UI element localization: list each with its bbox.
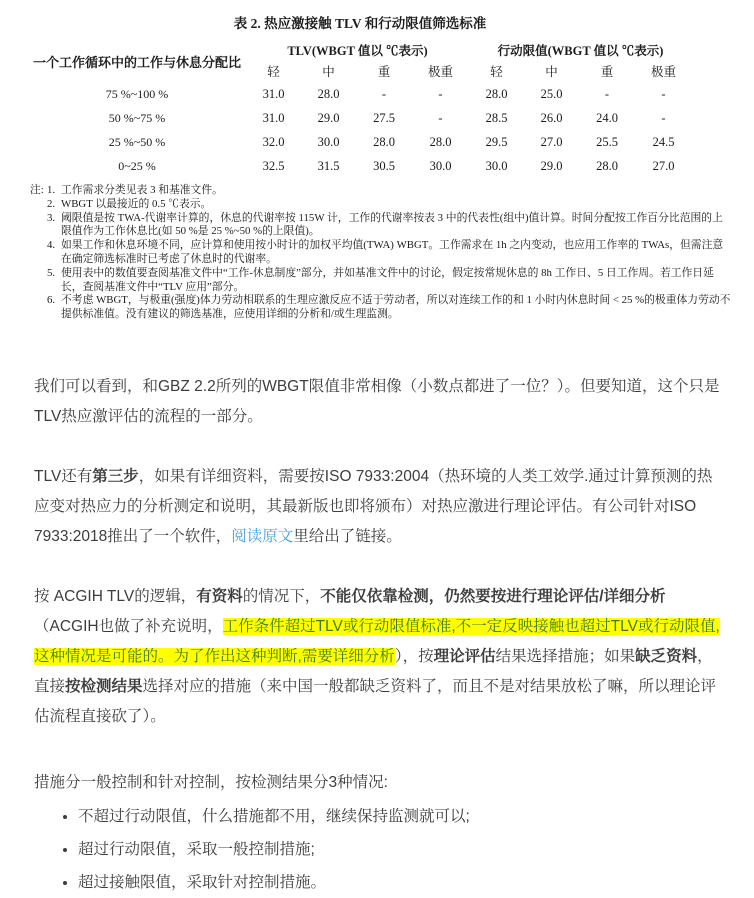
- table-cell: 28.0: [373, 135, 395, 149]
- paragraph-4-intro: [34, 768, 720, 798]
- column-header: 极重: [650, 65, 676, 79]
- table-row: [28, 83, 692, 107]
- column-header: 极重: [427, 65, 453, 79]
- table-cell: 27.0: [652, 159, 675, 173]
- table-note: [30, 294, 732, 322]
- paragraph-2: [34, 462, 720, 552]
- work-rest-ratio-label: 50 %~75 %: [108, 111, 166, 125]
- note-text: 阈限值是按 TWA-代谢率计算的，休息的代谢率按 115W 计，工作的代谢率按表 3 中的代表性(组中)值计算。时间分配按工作百分比范围的上限值作为工作休息比(如 50 %是 25 %~50 %的上限值)。: [61, 211, 723, 238]
- note-text: 使用表中的数值要查阅基准文件中“工作-休息制度”部分，并如基准文件中的讨论，假定按常规休息的 8h 工作日、5 日工作周。若工作日延长，查阅基准文件中“TLV 应用”部分。: [61, 266, 714, 293]
- tlv-group-header: TLV(WBGT 值以 ℃表示): [287, 44, 428, 58]
- note-text: 如果工作和休息环境不同，应计算和使用按小时计的加权平均值(TWA) WBGT。工作需求在 1h 之内变动，也应用工作率的 TWAs，但需注意在确定筛选标准时已考虑了休息时的代谢率。: [61, 239, 724, 265]
- body-text: ，直接: [34, 647, 713, 695]
- table-cell: 31.0: [262, 87, 285, 101]
- paragraph-3: [34, 582, 720, 732]
- measures-list: [34, 802, 720, 898]
- table-title: 表 2. 热应激接触 TLV 和行动限值筛选标准: [233, 16, 487, 31]
- work-rest-ratio-label: 25 %~50 %: [108, 135, 166, 149]
- table-note: [30, 267, 732, 295]
- column-header: 轻: [267, 65, 280, 79]
- notes-label-spacer: [30, 239, 47, 267]
- body-text: 结果选择措施；如果: [495, 647, 636, 665]
- table-cell: 24.0: [596, 111, 618, 125]
- column-header: 中: [545, 65, 558, 79]
- notes-label: 注:: [30, 184, 44, 196]
- wbgt-limits-table: [28, 39, 692, 179]
- table-cell: -: [604, 87, 610, 101]
- body-text: 的情况下，: [242, 587, 321, 605]
- row-axis-header: 一个工作循环中的工作与休息分配比: [32, 54, 241, 70]
- note-text: 工作需求分类见表 3 和基准文件。: [61, 184, 223, 196]
- column-header: 重: [377, 65, 391, 79]
- bold-text: 第三步: [92, 467, 139, 485]
- table-cell: 24.5: [652, 135, 675, 149]
- table-cell: 26.0: [540, 111, 563, 125]
- table-cell: 30.0: [429, 159, 452, 173]
- table-cell: 28.0: [317, 87, 340, 101]
- note-number: 1.: [47, 184, 56, 196]
- column-header: 重: [600, 65, 614, 79]
- action-limit-group-header: 行动限值(WBGT 值以 ℃表示): [497, 44, 664, 58]
- list-item: • 不超过行动限值，什么措施都不用，继续保持监测就可以;: [78, 802, 720, 832]
- body-text: 我们可以看到，和GBZ 2.2所列的WBGT限值非常相像（小数点都进了一位？）。但要知道，这个只是TLV热应激评估的流程的一部分。: [34, 377, 720, 425]
- list-item: • 超过接触限值，采取针对控制措施。: [78, 868, 720, 898]
- notes-label-spacer: [30, 212, 47, 240]
- table-note: [30, 212, 732, 240]
- column-header: 轻: [490, 65, 503, 79]
- table-cell: -: [661, 87, 666, 101]
- table-cell: 32.5: [262, 159, 285, 173]
- table-cell: 31.0: [262, 111, 285, 125]
- body-text: （ACGIH也做了补充说明，: [34, 617, 223, 635]
- list-item: • 超过行动限值，采取一般控制措施;: [78, 835, 720, 865]
- table-note: [30, 239, 732, 267]
- bold-text: 不能仅依靠检测，仍然要按进行理论评估/详细分析: [320, 587, 666, 605]
- table-cell: 30.0: [485, 159, 508, 173]
- table-cell: -: [381, 87, 387, 101]
- read-original-link[interactable]: 阅读原文: [231, 527, 294, 545]
- work-rest-ratio-label: 75 %~100 %: [105, 87, 169, 101]
- scanned-table-section: [0, 0, 754, 322]
- notes-label-spacer: [30, 267, 47, 295]
- table-cell: 30.5: [373, 159, 395, 173]
- table-cell: 27.0: [540, 135, 563, 149]
- column-header: 中: [322, 65, 335, 79]
- table-cell: 25.0: [540, 87, 563, 101]
- paragraph-1: [34, 372, 720, 432]
- body-text: ，如果有详细资料，需要按ISO 7933:2004（热环境的人类工效学.通过计算预测的热应变对热应力的分析测定和说明，其最新版也即将颁布）对热应激进行理论评估。有公司针对ISO 7933:2018推出了一个软件，: [34, 467, 713, 545]
- table-cell: 28.5: [485, 111, 508, 125]
- note-number: 3.: [47, 211, 56, 224]
- table-notes: [30, 184, 732, 322]
- table-cell: 29.5: [485, 135, 508, 149]
- table-cell: 30.0: [317, 135, 340, 149]
- notes-label-spacer: [30, 198, 47, 212]
- article-body: [0, 372, 754, 898]
- table-cell: 28.0: [429, 135, 452, 149]
- table-cell: 28.0: [485, 87, 508, 101]
- body-text: TLV还有: [34, 467, 93, 485]
- note-number: 5.: [47, 266, 56, 279]
- bold-text: 缺乏资料: [635, 647, 698, 665]
- table-cell: 31.5: [317, 159, 340, 173]
- work-rest-ratio-label: 0~25 %: [118, 159, 156, 173]
- body-text: 按 ACGIH TLV的逻辑，: [34, 587, 197, 605]
- table-cell: 25.5: [596, 135, 618, 149]
- bold-text: 理论评估: [433, 647, 496, 665]
- table-cell: 29.0: [317, 111, 340, 125]
- body-text: ），按: [394, 647, 434, 665]
- table-cell: -: [438, 87, 443, 101]
- note-number: 6.: [47, 294, 56, 307]
- note-number: 4.: [47, 239, 56, 252]
- table-header-row-groups: [28, 39, 692, 61]
- note-number: 2.: [47, 197, 56, 210]
- note-text: 不考虑 WBGT，与极重(强度)体力劳动相联系的生理应激反应不适于劳动者，所以对连续工作的和 1 小时内休息时间 < 25 %的极重体力劳动不提供标准值。没有建议的筛选基准，应使用详细的分析和/或生理监测。: [61, 294, 731, 321]
- note-text: WBGT 以最接近的 0.5 ℃表示。: [61, 197, 212, 210]
- body-text: 里给出了链接。: [293, 527, 402, 545]
- bold-text: 有资料: [196, 587, 243, 605]
- table-cell: 28.0: [596, 159, 618, 173]
- table-cell: -: [661, 111, 666, 125]
- highlighted-text: 工作条件超过TLV或行动限值标准,不一定反映接触也超过TLV或行动限值,这种情况是可能的。为了作出这种判断,需要详细分析: [34, 617, 720, 665]
- table-row: [28, 155, 692, 179]
- table-note: [30, 184, 732, 198]
- table-row: [28, 107, 692, 131]
- table-row: [28, 131, 692, 155]
- body-text: 选择对应的措施（来中国一般都缺乏资料了，而且不是对结果放松了嘛，所以理论评估流程直接砍了）。: [34, 677, 717, 725]
- notes-label-spacer: [30, 294, 47, 322]
- bold-text: 按检测结果: [65, 677, 143, 695]
- table-cell: 32.0: [262, 135, 285, 149]
- body-text: 措施分一般控制和针对控制，按检测结果分3种情况:: [34, 773, 388, 791]
- table-cell: 29.0: [540, 159, 563, 173]
- table-cell: 27.5: [373, 111, 395, 125]
- table-note: [30, 198, 732, 212]
- table-cell: -: [438, 111, 443, 125]
